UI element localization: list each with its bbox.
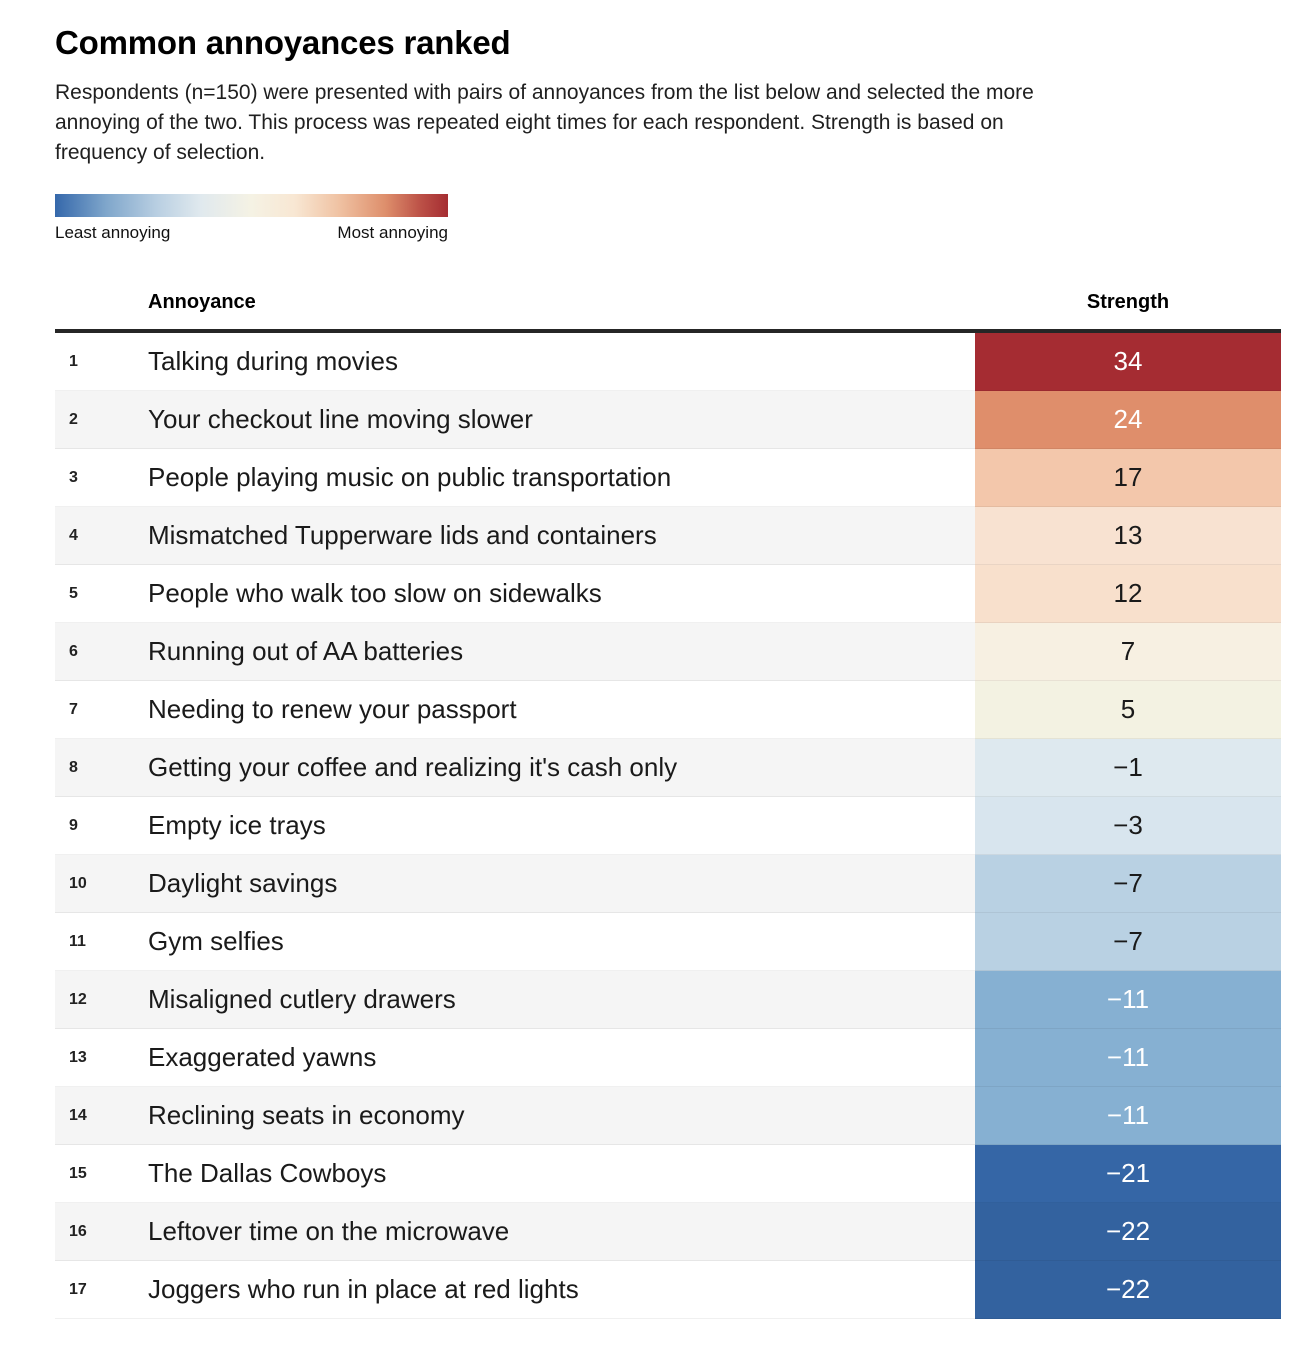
row-strength: −22: [975, 1203, 1281, 1261]
row-annoyance: Needing to renew your passport: [148, 681, 975, 739]
row-strength: 12: [975, 565, 1281, 623]
row-rank: 6: [55, 623, 148, 681]
row-annoyance: People who walk too slow on sidewalks: [148, 565, 975, 623]
color-scale-gradient: [55, 194, 448, 217]
page: [55, 0, 1281, 1319]
table-row: [55, 507, 1281, 565]
row-rank: 11: [55, 913, 148, 971]
row-rank: 17: [55, 1261, 148, 1319]
table-row: [55, 1029, 1281, 1087]
table-row: [55, 1261, 1281, 1319]
row-strength: −11: [975, 1029, 1281, 1087]
row-annoyance: Mismatched Tupperware lids and containers: [148, 507, 975, 565]
row-annoyance: Exaggerated yawns: [148, 1029, 975, 1087]
row-rank: 16: [55, 1203, 148, 1261]
row-annoyance: Gym selfies: [148, 913, 975, 971]
subtitle-line-2: annoying of the two. This process was repeated eight times for each respondent. Strength is based on: [55, 111, 1004, 134]
table-body: [55, 333, 1281, 1319]
row-rank: 13: [55, 1029, 148, 1087]
page-subtitle: [55, 78, 1281, 168]
row-strength: 17: [975, 449, 1281, 507]
row-annoyance: Leftover time on the microwave: [148, 1203, 975, 1261]
row-strength: 13: [975, 507, 1281, 565]
row-rank: 10: [55, 855, 148, 913]
table-row: [55, 1087, 1281, 1145]
row-strength: −7: [975, 913, 1281, 971]
row-annoyance: Your checkout line moving slower: [148, 391, 975, 449]
table-row: [55, 333, 1281, 391]
row-annoyance: The Dallas Cowboys: [148, 1145, 975, 1203]
column-header-strength: Strength: [1086, 291, 1170, 313]
row-annoyance: Running out of AA batteries: [148, 623, 975, 681]
row-rank: 4: [55, 507, 148, 565]
table-row: [55, 913, 1281, 971]
row-annoyance: Empty ice trays: [148, 797, 975, 855]
table-header: [55, 291, 1281, 333]
row-annoyance: Joggers who run in place at red lights: [148, 1261, 975, 1319]
row-rank: 2: [55, 391, 148, 449]
table-row: [55, 1203, 1281, 1261]
table-row: [55, 391, 1281, 449]
table-row: [55, 449, 1281, 507]
row-annoyance: Getting your coffee and realizing it's cash only: [148, 739, 975, 797]
subtitle-line-3: frequency of selection.: [55, 141, 266, 164]
row-strength: −1: [975, 739, 1281, 797]
row-rank: 12: [55, 971, 148, 1029]
row-rank: 7: [55, 681, 148, 739]
row-strength: −11: [975, 1087, 1281, 1145]
row-strength: −7: [975, 855, 1281, 913]
row-annoyance: Talking during movies: [148, 333, 975, 391]
row-strength: −22: [975, 1261, 1281, 1319]
table-row: [55, 797, 1281, 855]
row-rank: 14: [55, 1087, 148, 1145]
table-row: [55, 1145, 1281, 1203]
table-row: [55, 971, 1281, 1029]
legend-label-most: Most annoying: [337, 223, 448, 242]
row-strength: −3: [975, 797, 1281, 855]
table-row: [55, 855, 1281, 913]
row-annoyance: Reclining seats in economy: [148, 1087, 975, 1145]
row-strength: 34: [975, 333, 1281, 391]
row-strength: −11: [975, 971, 1281, 1029]
page-title: Common annoyances ranked: [55, 24, 511, 61]
row-rank: 15: [55, 1145, 148, 1203]
table-row: [55, 623, 1281, 681]
row-rank: 9: [55, 797, 148, 855]
row-strength: 7: [975, 623, 1281, 681]
table-row: [55, 565, 1281, 623]
row-annoyance: People playing music on public transportation: [148, 449, 975, 507]
row-strength: 5: [975, 681, 1281, 739]
column-header-annoyance: Annoyance: [148, 291, 256, 313]
color-scale-labels: [55, 223, 448, 243]
row-rank: 8: [55, 739, 148, 797]
row-annoyance: Misaligned cutlery drawers: [148, 971, 975, 1029]
table-row: [55, 681, 1281, 739]
row-rank: 3: [55, 449, 148, 507]
table-row: [55, 739, 1281, 797]
row-strength: −21: [975, 1145, 1281, 1203]
legend-label-least: Least annoying: [55, 223, 171, 242]
row-rank: 5: [55, 565, 148, 623]
subtitle-line-1: Respondents (n=150) were presented with pairs of annoyances from the list below and selected the more: [55, 81, 1034, 104]
row-annoyance: Daylight savings: [148, 855, 975, 913]
row-rank: 1: [55, 333, 148, 391]
row-strength: 24: [975, 391, 1281, 449]
